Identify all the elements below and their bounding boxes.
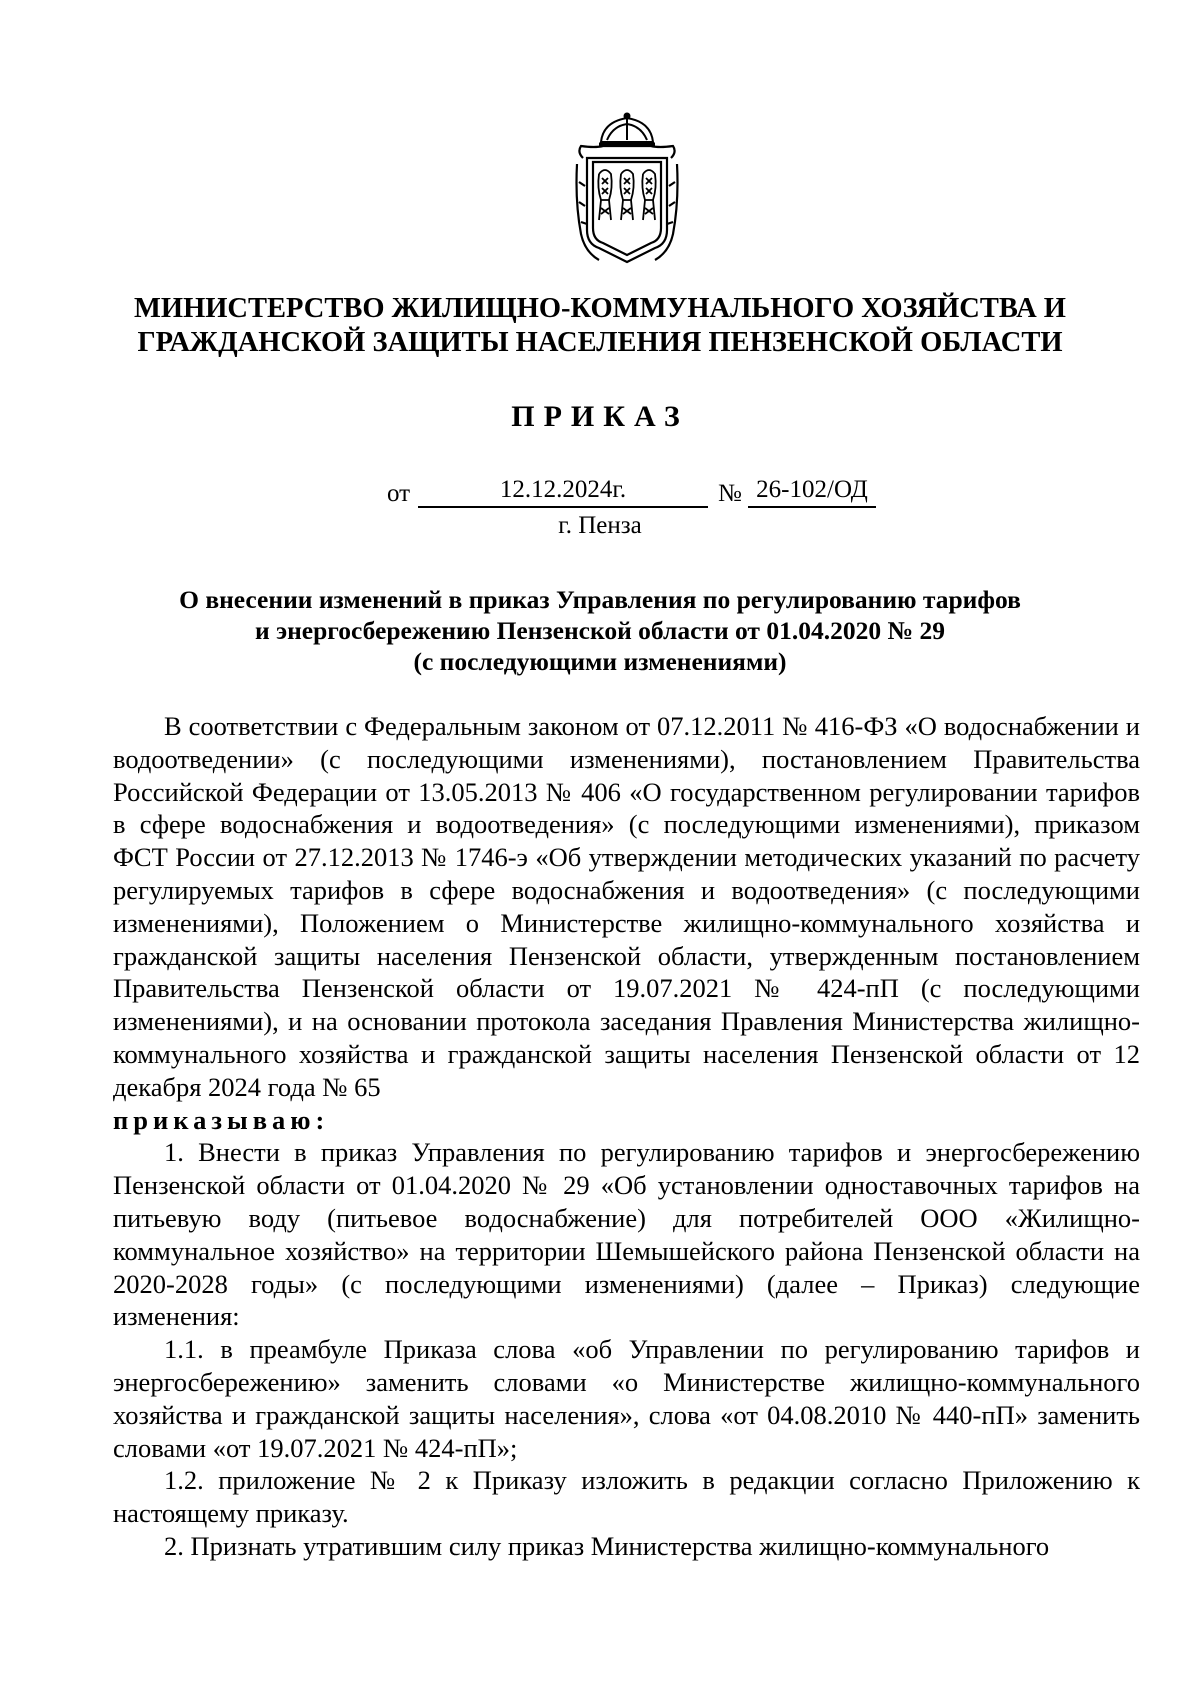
order-number: 26-102/ОД	[748, 476, 876, 508]
date-label: от	[387, 480, 411, 507]
preamble-paragraph: В соответствии с Федеральным законом от 07.12.2011 № 416-ФЗ «О водоснабжении и водоотведении» (с последующими изменениями), постановлением Правительства Российской Федерации от 13.05.2013 № 406 «О государственном регулировании тарифов в сфере водоснабжения и водоотведения» (с последующими изменениями), приказом ФСТ России от 27.12.2013 № 1746-э «Об утверждении методических указаний по расчету регулируемых тарифов в сфере водоснабжения и водоотведения» (с последующими изменениями), Положением о Министерстве жилищно-коммунального хозяйства и гражданской защиты населения Пензенской области, утвержденным постановлением Правительства Пензенской области от 19.07.2021 № 424-пП (с последующими изменениями), и на основании протокола заседания Правления Министерства жилищно-коммунального хозяйства и гражданской защиты населения Пензенской области от 12 декабря 2024 года № 65	[113, 711, 1140, 1102]
subject-line-3: (с последующими изменениями)	[413, 647, 787, 676]
order-word	[113, 1104, 1140, 1137]
ministry-line-1: МИНИСТЕРСТВО ЖИЛИЩНО-КОММУНАЛЬНОГО ХОЗЯЙСТВА И	[134, 293, 1066, 324]
order-word-text: приказываю:	[113, 1104, 330, 1135]
order-body	[113, 710, 1140, 1563]
order-subject	[100, 584, 1100, 677]
subject-line-2: и энергосбережению Пензенской области от 01.04.2020 № 29	[255, 616, 945, 645]
item-1: 1. Внести в приказ Управления по регулированию тарифов и энергосбережению Пензенской области от 01.04.2020 № 29 «Об установлении одноставочных тарифов на питьевую воду (питьевое водоснабжение) для потребителей ООО «Жилищно-коммунальное хозяйство» на территории Шемышейского района Пензенской области на 2020-2028 годы» (с последующими изменениями) (далее – Приказ) следующие изменения:	[113, 1137, 1140, 1332]
order-date-number-line	[0, 476, 1200, 512]
number-label: №	[718, 480, 742, 507]
item-2: 2. Признать утратившим силу приказ Министерства жилищно-коммунального	[164, 1530, 1050, 1561]
subject-line-1: О внесении изменений в приказ Управления по регулированию тарифов	[179, 585, 1021, 614]
item-1-2: 1.2. приложение № 2 к Приказу изложить в редакции согласно Приложению к настоящему приказу.	[113, 1465, 1140, 1529]
ministry-line-2: ГРАЖДАНСКОЙ ЗАЩИТЫ НАСЕЛЕНИЯ ПЕНЗЕНСКОЙ ОБЛАСТИ	[137, 327, 1063, 358]
item-1-1: 1.1. в преамбуле Приказа слова «об Управлении по регулированию тарифов и энергосбережению» заменить словами «о Министерстве жилищно-коммунального хозяйства и гражданской защиты населения», слова «от 04.08.2010 № 440-пП» заменить словами «от 19.07.2021 № 424-пП»;	[113, 1334, 1140, 1463]
document-type-title: ПРИКАЗ	[511, 400, 689, 433]
order-date: 12.12.2024г.	[418, 476, 708, 508]
coat-of-arms-icon	[573, 112, 681, 268]
ministry-name	[110, 292, 1090, 360]
city: г. Пенза	[558, 512, 642, 539]
